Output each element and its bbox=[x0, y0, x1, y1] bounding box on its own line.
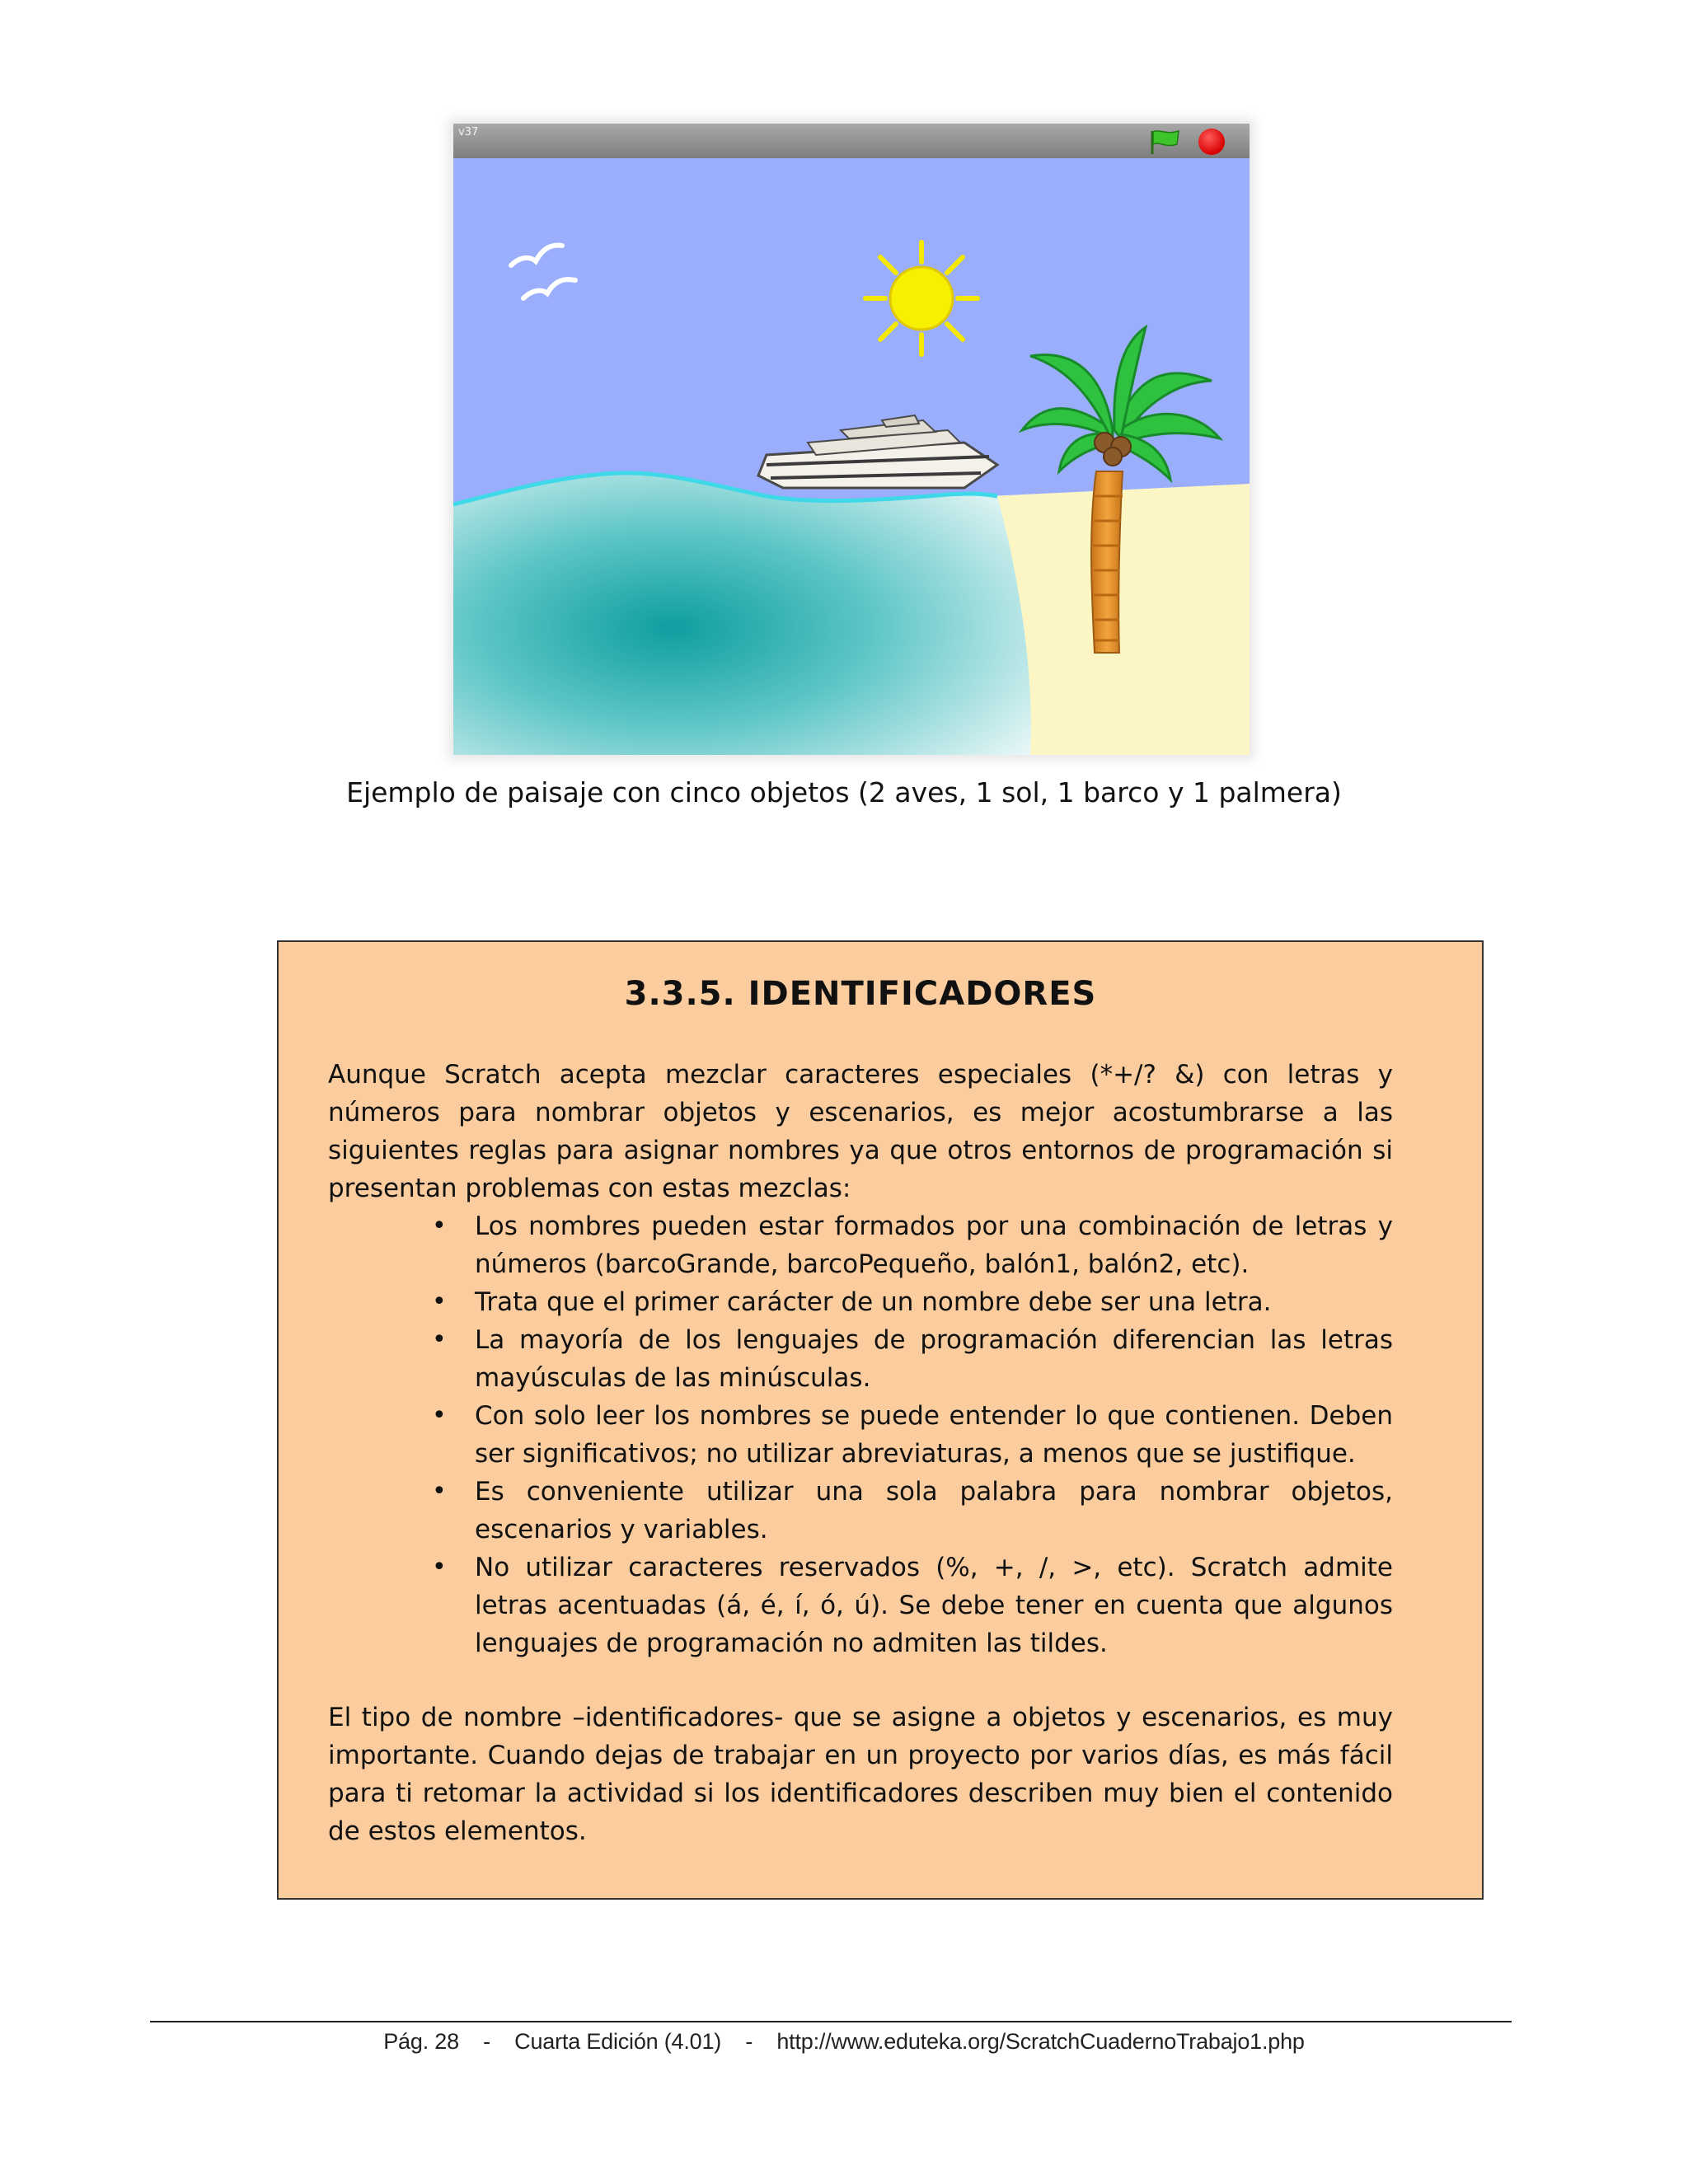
identificadores-box bbox=[277, 940, 1484, 1900]
list-item: • Es conveniente utilizar una sola palabra para nombrar objetos, escenarios y variables. bbox=[475, 1473, 1393, 1549]
bullet: • bbox=[432, 1553, 447, 1582]
footer-separator: - bbox=[483, 2029, 490, 2054]
closing-paragraph: El tipo de nombre –identificadores- que se asigne a objetos y escenarios, es muy importante. Cuando dejas de trabajar en un proyecto por varios días, es más fácil para ti retomar la actividad si los identificadores describen muy bien el contenido de estos elementos. bbox=[328, 1703, 1393, 1846]
bullet: • bbox=[432, 1212, 447, 1240]
bullet: • bbox=[432, 1287, 447, 1316]
bullet: • bbox=[432, 1477, 447, 1506]
list-item: • La mayoría de los lenguajes de programación diferencian las letras mayúsculas de las minúsculas. bbox=[475, 1321, 1393, 1397]
bullet: • bbox=[432, 1401, 447, 1430]
footer-divider bbox=[150, 2021, 1512, 2022]
section-title: 3.3.5. IDENTIFICADORES bbox=[624, 975, 1097, 1013]
sun bbox=[865, 242, 978, 354]
list-item: • No utilizar caracteres reservados (%, +, /, >, etc). Scratch admite letras acentuadas (á, é, í, ó, ú). Se debe tener en cuenta que algunos lenguajes de programación no admiten las tildes. bbox=[475, 1549, 1393, 1662]
list-item: • Los nombres pueden estar formados por una combinación de letras y números (barcoGrande, barcoPequeño, balón1, balón2, etc). bbox=[475, 1207, 1393, 1283]
intro-paragraph: Aunque Scratch acepta mezclar caracteres especiales (*+/? &) con letras y números para nombrar objetos y escenarios, es mejor acostumbrarse a las siguientes reglas para asignar nombres ya que otros entornos de programación si presentan problemas con estas mezclas: bbox=[328, 1060, 1393, 1203]
list-item: • Trata que el primer carácter de un nombre debe ser una letra. bbox=[475, 1283, 1393, 1321]
stop-icon[interactable] bbox=[1198, 129, 1225, 155]
stage-title-bar bbox=[453, 124, 1250, 158]
stage-version-label: v37 bbox=[458, 126, 479, 138]
footer-separator: - bbox=[745, 2029, 753, 2054]
scratch-stage-figure bbox=[453, 124, 1250, 755]
footer-url-link[interactable]: http://www.eduteka.org/ScratchCuadernoTrabajo1.php bbox=[776, 2029, 1305, 2054]
page-number: Pág. 28 bbox=[383, 2029, 459, 2054]
green-flag-icon[interactable] bbox=[1147, 128, 1182, 156]
landscape-scene bbox=[453, 158, 1250, 755]
page-footer bbox=[0, 2029, 1688, 2055]
list-item: • Con solo leer los nombres se puede entender lo que contienen. Deben ser significativos; no utilizar abreviaturas, a menos que se justifique. bbox=[475, 1397, 1393, 1473]
figure-caption: Ejemplo de paisaje con cinco objetos (2 aves, 1 sol, 1 barco y 1 palmera) bbox=[346, 776, 1342, 808]
bullet: • bbox=[432, 1325, 447, 1354]
edition-label: Cuarta Edición (4.01) bbox=[514, 2029, 722, 2054]
rules-list bbox=[328, 1207, 1393, 1662]
